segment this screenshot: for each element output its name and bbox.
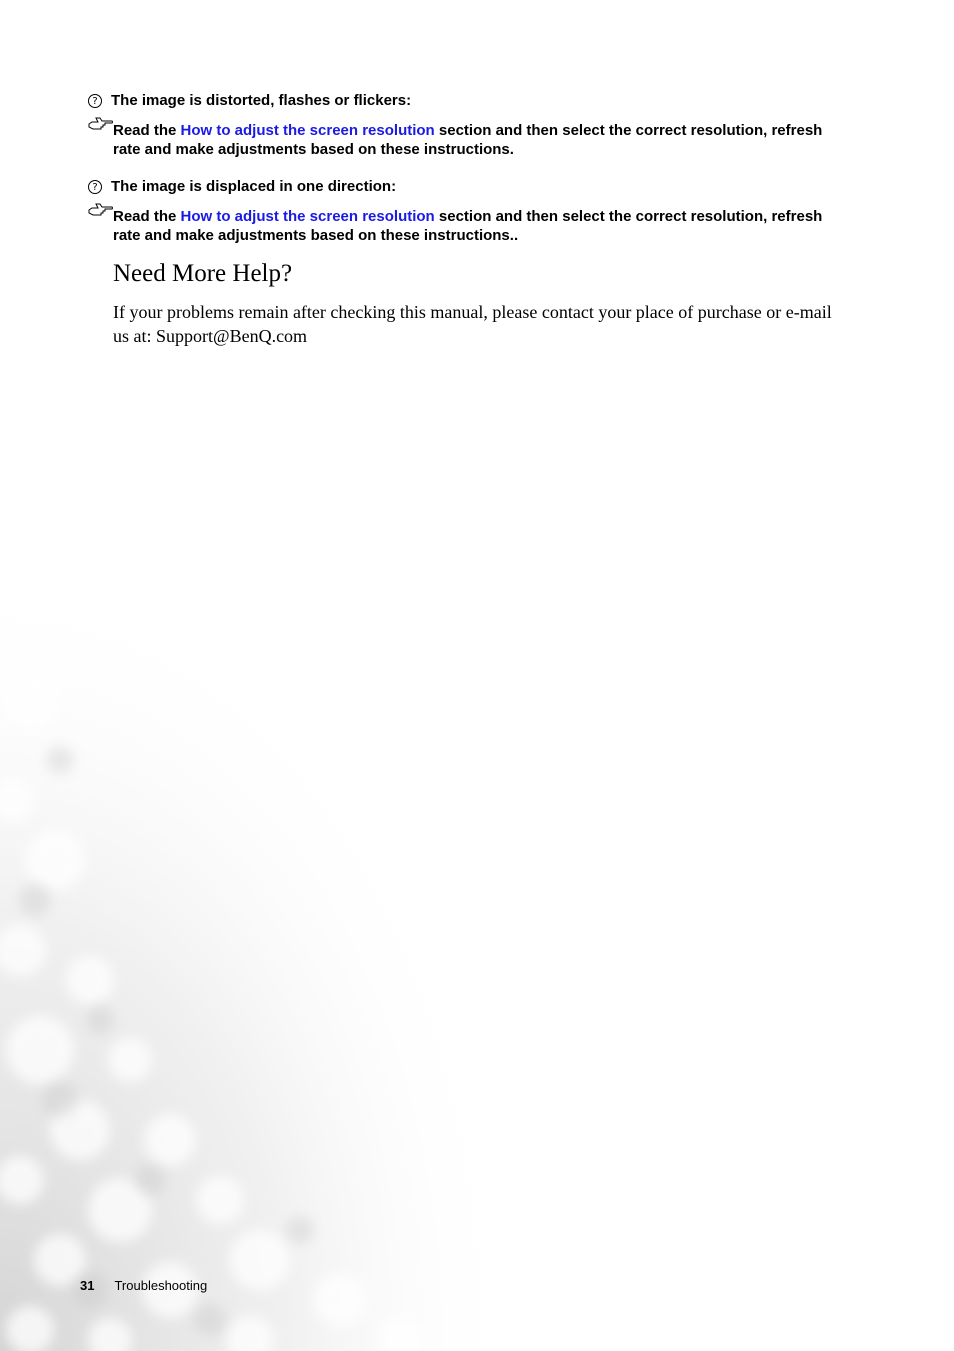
faq-question-1 [88, 91, 411, 110]
page-footer [80, 1278, 207, 1294]
resolution-link[interactable]: How to adjust the screen resolution [180, 122, 435, 139]
resolution-link[interactable]: How to adjust the screen resolution [180, 208, 435, 225]
faq-answer-1 [88, 121, 828, 159]
pointing-hand-icon [88, 201, 114, 217]
faq-question-text: The image is displaced in one direction: [111, 178, 397, 195]
need-more-help-heading: Need More Help? [113, 260, 293, 287]
question-circle-icon: ? [88, 94, 102, 108]
faq-answer-2 [88, 207, 828, 245]
answer-prefix: Read the [113, 122, 181, 139]
question-circle-icon: ? [88, 180, 102, 194]
faq-answer-text [113, 121, 828, 159]
answer-suffix: section and then select the correct resolution, refresh rate and make adjustments based on these instructions. [113, 122, 823, 158]
need-more-help-body: If your problems remain after checking this manual, please contact your place of purchase or e-mail us at: Support@BenQ.com [113, 302, 832, 346]
pointing-hand-icon [88, 115, 114, 131]
footer-section-title: Troubleshooting [114, 1278, 208, 1293]
faq-question-2 [88, 177, 396, 196]
answer-suffix: section and then select the correct resolution, refresh rate and make adjustments based on these instructions.. [113, 208, 823, 244]
faq-answer-text [113, 207, 828, 245]
faq-question-text: The image is distorted, flashes or flickers: [111, 92, 412, 109]
answer-prefix: Read the [113, 208, 181, 225]
page-number: 31 [80, 1278, 95, 1293]
